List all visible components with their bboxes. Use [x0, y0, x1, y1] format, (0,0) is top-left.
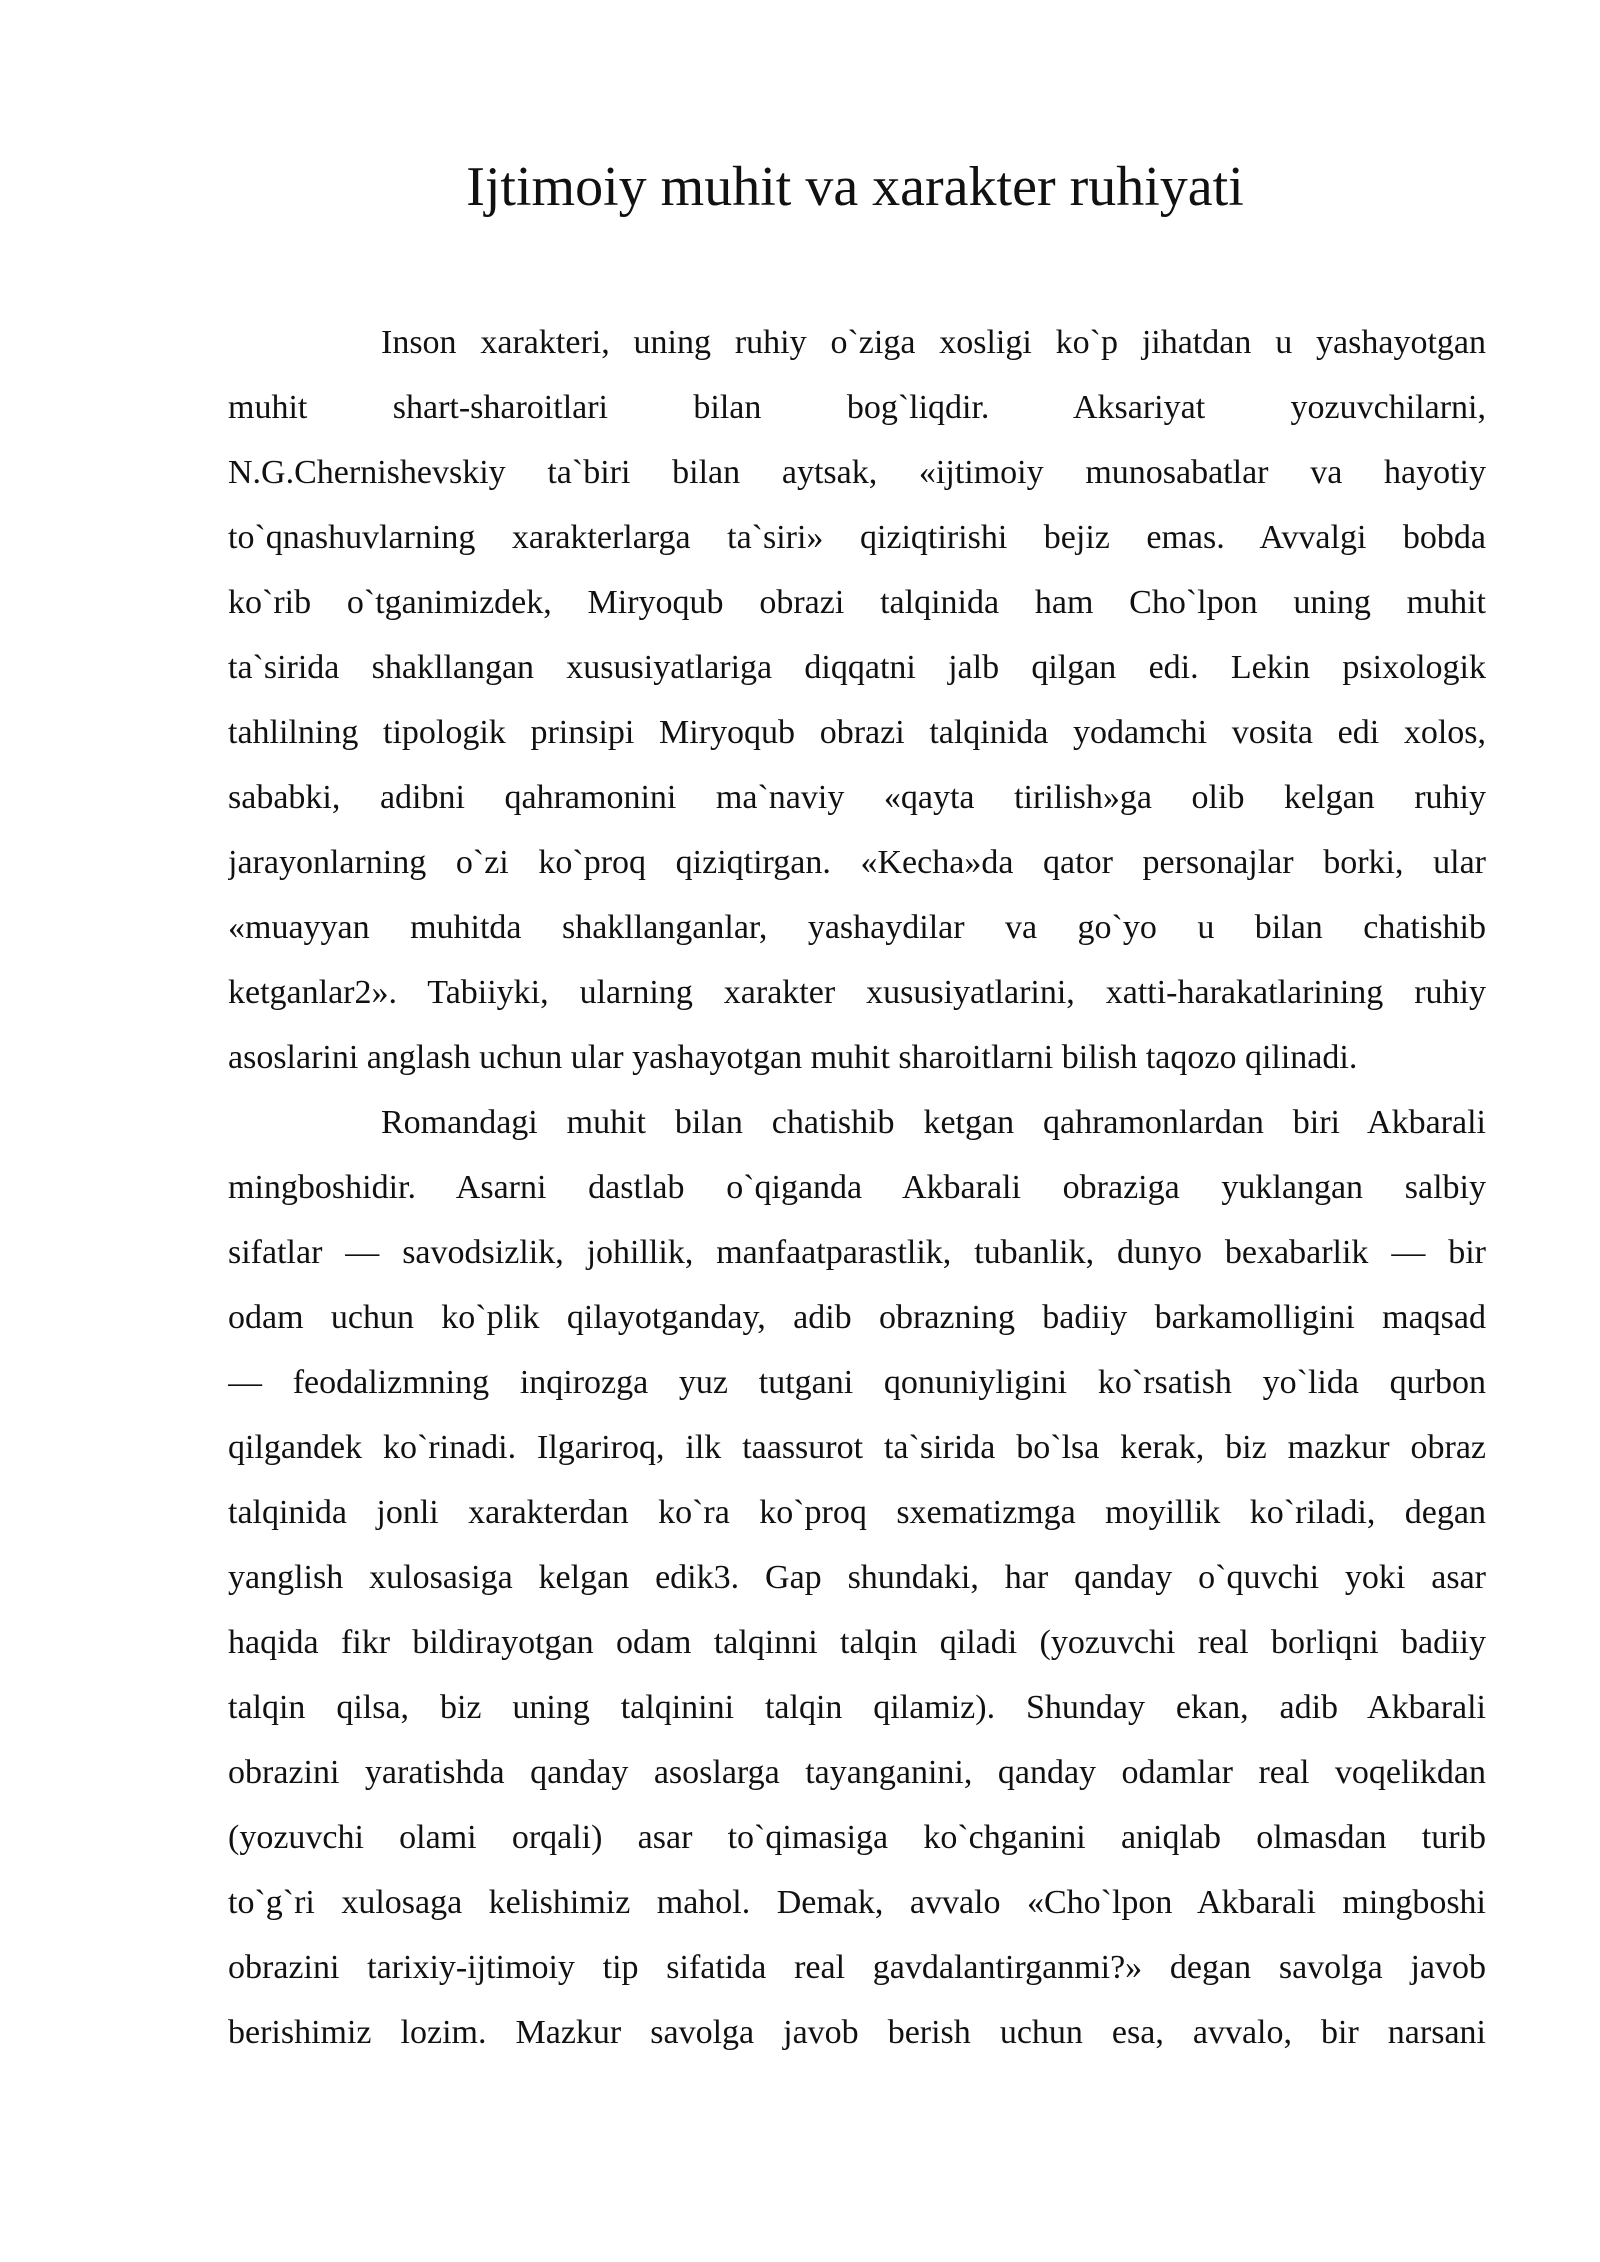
text-line: to`qnashuvlarning xarakterlarga ta`siri» qiziqtirishi bejiz emas. Avvalgi bobda [228, 519, 1486, 556]
document-title: Ijtimoiy muhit va xarakter ruhiyati [466, 156, 1244, 218]
text-line: obrazini yaratishda qanday asoslarga tayanganini, qanday odamlar real voqelikdan [228, 1754, 1486, 1791]
text-line: muhit shart-sharoitlari bilan bog`liqdir. Aksariyat yozuvchilarni, [228, 389, 1486, 426]
text-line: ketganlar2». Tabiiyki, ularning xarakter xususiyatlarini, xatti-harakatlarining ruhiy [228, 974, 1486, 1011]
text-line: sifatlar — savodsizlik, johillik, manfaatparastlik, tubanlik, dunyo bexabarlik — bir [228, 1234, 1486, 1271]
text-line: tahlilning tipologik prinsipi Miryoqub obrazi talqinida yodamchi vosita edi xolos, [228, 714, 1486, 751]
text-line: ta`sirida shakllangan xususiyatlariga diqqatni jalb qilgan edi. Lekin psixologik [228, 649, 1486, 686]
text-line: berishimiz lozim. Mazkur savolga javob berish uchun esa, avvalo, bir narsani [228, 2014, 1486, 2051]
text-line: yanglish xulosasiga kelgan edik3. Gap shundaki, har qanday o`quvchi yoki asar [228, 1559, 1486, 1596]
text-line: obrazini tarixiy-ijtimoiy tip sifatida real gavdalantirganmi?» degan savolga javob [228, 1949, 1486, 1986]
text-line: jarayonlarning o`zi ko`proq qiziqtirgan. «Kecha»da qator personajlar borki, ular [228, 844, 1486, 881]
text-line: N.G.Chernishevskiy ta`biri bilan aytsak, «ijtimoiy munosabatlar va hayotiy [228, 454, 1486, 491]
text-line: Romandagi muhit bilan chatishib ketgan qahramonlardan biri Akbarali [381, 1104, 1486, 1141]
text-line: (yozuvchi olami orqali) asar to`qimasiga ko`chganini aniqlab olmasdan turib [228, 1819, 1486, 1856]
text-line: to`g`ri xulosaga kelishimiz mahol. Demak, avvalo «Cho`lpon Akbarali mingboshi [228, 1884, 1486, 1921]
text-line: ko`rib o`tganimizdek, Miryoqub obrazi talqinida ham Cho`lpon uning muhit [228, 584, 1486, 621]
text-line: odam uchun ko`plik qilayotganday, adib obrazning badiiy barkamolligini maqsad [228, 1299, 1486, 1336]
text-line: «muayyan muhitda shakllanganlar, yashaydilar va go`yo u bilan chatishib [228, 909, 1486, 946]
text-line: mingboshidir. Asarni dastlab o`qiganda Akbarali obraziga yuklangan salbiy [228, 1169, 1486, 1206]
paragraph-1 [228, 310, 1486, 1090]
text-line: — feodalizmning inqirozga yuz tutgani qonuniyligini ko`rsatish yo`lida qurbon [228, 1364, 1486, 1401]
text-line: talqinida jonli xarakterdan ko`ra ko`proq sxematizmga moyillik ko`riladi, degan [228, 1494, 1486, 1531]
text-line: talqin qilsa, biz uning talqinini talqin qilamiz). Shunday ekan, adib Akbarali [228, 1689, 1486, 1726]
text-line: qilgandek ko`rinadi. Ilgariroq, ilk taassurot ta`sirida bo`lsa kerak, biz mazkur obraz [228, 1429, 1486, 1466]
document-body [228, 310, 1486, 2065]
text-line: sababki, adibni qahramonini ma`naviy «qayta tirilish»ga olib kelgan ruhiy [228, 779, 1486, 816]
text-line: Inson xarakteri, uning ruhiy o`ziga xosligi ko`p jihatdan u yashayotgan [381, 324, 1486, 361]
paragraph-2 [228, 1090, 1486, 2065]
text-line: haqida fikr bildirayotgan odam talqinni talqin qiladi (yozuvchi real borliqni badiiy [228, 1624, 1486, 1661]
text-line: asoslarini anglash uchun ular yashayotgan muhit sharoitlarni bilish taqozo qilinadi. [228, 1039, 1358, 1076]
